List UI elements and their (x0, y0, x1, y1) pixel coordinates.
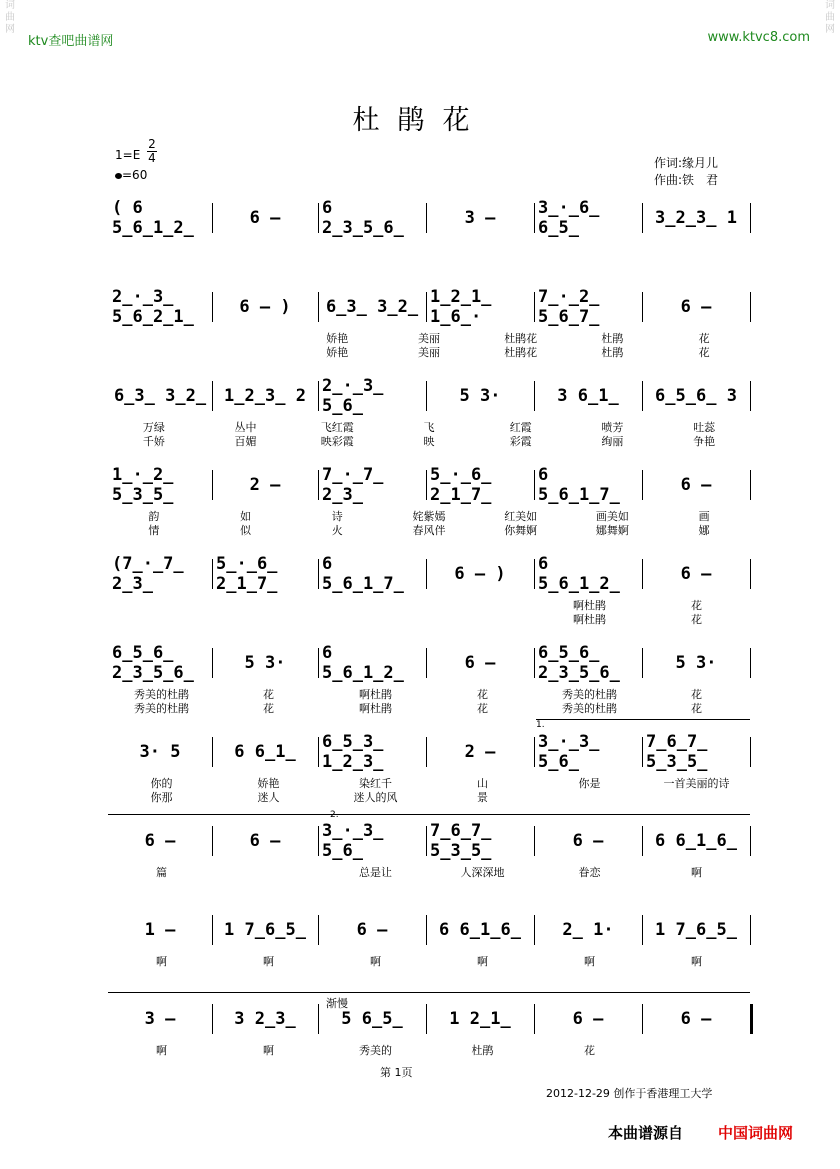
lyric-segment: 你舞婀 (504, 524, 538, 537)
measure: 5 3· (244, 653, 286, 673)
lyric-line (108, 955, 750, 969)
measure: 3 – (144, 1009, 176, 1029)
barline (750, 381, 751, 411)
measure: 6 5̲6̲1̲2̲ (322, 643, 404, 683)
measure: 2̲ 1· (562, 920, 614, 940)
lyric-segment: 花 (691, 599, 702, 612)
lyric-segment: 喷芳 (601, 421, 624, 434)
volta-1-line (536, 719, 750, 720)
lyric-segment: 火 (331, 524, 343, 537)
lyric-segment (108, 332, 200, 346)
measure: 6̲5̲6̲ 2̲3̲5̲6̲ (538, 643, 620, 683)
lyric-line (108, 524, 750, 538)
barline (318, 648, 319, 678)
lyric-segment (215, 866, 322, 880)
lyric-segment: 争艳 (693, 435, 716, 448)
lyric-segment (429, 613, 536, 627)
measure: 3 6̲1̲ (557, 386, 619, 406)
lyric-segment (108, 599, 215, 613)
measure: 6 – (464, 653, 496, 673)
barline (534, 737, 535, 767)
measure: 7̲·̲2̲ 5̲6̲7̲ (538, 287, 600, 327)
lyric-line (108, 1044, 750, 1058)
measure: 6 – ) (239, 297, 291, 317)
lyric-segment: 韵 (148, 510, 160, 523)
lyric-segment: 迷人 (257, 791, 280, 804)
key-signature: 1=E (115, 148, 141, 162)
lyric-segment (215, 599, 322, 613)
lyric-segment: 啊 (263, 1044, 274, 1057)
measure: 6 – (680, 475, 712, 495)
barline (642, 381, 643, 411)
watermark-right (824, 0, 836, 1169)
barline (318, 203, 319, 233)
lyric-segment: 啊 (156, 1044, 167, 1057)
measure: 6 – (680, 564, 712, 584)
lyric-segment (643, 791, 750, 805)
measure: 6 6̲1̲6̲ (439, 920, 521, 940)
lyric-segment: 杜鹃 (471, 1044, 494, 1057)
lyric-segment: 花 (691, 613, 702, 626)
header-left-site[interactable]: ktv查吧曲谱网 (28, 34, 114, 49)
barline (212, 826, 213, 856)
volta-1-label: 1. (536, 720, 545, 730)
lyric-segment: 篇 (156, 866, 167, 879)
barline (212, 1004, 213, 1034)
score-system (108, 376, 750, 461)
measure: 6 5̲6̲1̲7̲ (538, 465, 620, 505)
measure: 7̲·̲7̲ 2̲3̲ (322, 465, 384, 505)
lyric-segment: 万绿 (142, 421, 165, 434)
lyric-segment: 飞 (423, 421, 435, 434)
lyric-segment: 一首美丽的诗 (663, 777, 730, 790)
measure: 6 5̲6̲1̲2̲ (538, 554, 620, 594)
barline (426, 292, 427, 322)
lyric-segment: 娜 (698, 524, 710, 537)
lyric-segment: 飞红霞 (320, 421, 354, 434)
lyric-segment: 迷人的风 (353, 791, 398, 804)
page-number: 第 1页 (380, 1066, 413, 1079)
watermark-text: 词曲网 (5, 0, 15, 35)
barline (534, 648, 535, 678)
lyric-segment: 啊 (156, 955, 167, 968)
lyric-segment: 景 (477, 791, 488, 804)
measure: 6 – (680, 1009, 712, 1029)
measure: 6̲5̲3̲ 1̲2̲3̲ (322, 732, 384, 772)
barline (212, 737, 213, 767)
lyric-segment: 秀美的杜鹃 (562, 688, 617, 701)
barline (750, 470, 751, 500)
measure: 7̲6̲7̲ 5̲3̲5̲ (646, 732, 708, 772)
score-system (108, 287, 750, 372)
lyric-segment: 花 (477, 688, 488, 701)
barline (642, 292, 643, 322)
barline (426, 737, 427, 767)
lyric-segment: 眷恋 (578, 866, 601, 879)
watermark-text: 词曲网 (825, 0, 835, 35)
barline (534, 203, 535, 233)
measure: 6 – ) (454, 564, 506, 584)
lyric-segment: 画美如 (595, 510, 629, 523)
lyric-line (108, 613, 750, 627)
lyric-segment (643, 1044, 750, 1058)
lyric-segment: 秀美的 (359, 1044, 392, 1057)
measure: 1 – (144, 920, 176, 940)
lyric-segment: 花 (691, 702, 702, 715)
lyric-segment: 如 (240, 510, 252, 523)
lyric-segment: 诗 (331, 510, 343, 523)
lyric-line (108, 866, 750, 880)
lyric-segment: 娇艳 (326, 332, 349, 345)
measure: 1 7̲6̲5̲ (655, 920, 737, 940)
measure: 3 – (464, 208, 496, 228)
measure: 6 – (249, 208, 281, 228)
lyric-segment: 娇艳 (326, 346, 349, 359)
lyric-segment: 美丽 (417, 346, 440, 359)
barline (426, 559, 427, 589)
barline (642, 826, 643, 856)
score-system (108, 821, 750, 906)
barline (426, 1004, 427, 1034)
notation-row (108, 554, 750, 594)
barline (318, 915, 319, 945)
notation-row (108, 376, 750, 416)
lyric-segment: 啊 (370, 955, 381, 968)
measure: 6 – (144, 831, 176, 851)
lyric-segment: 啊 (477, 955, 488, 968)
barline (318, 559, 319, 589)
measure: 6 – (572, 831, 604, 851)
lyric-segment: 花 (698, 346, 710, 359)
notation-row (108, 821, 750, 861)
lyric-line (108, 777, 750, 791)
lyric-segment: 啊 (263, 955, 274, 968)
notation-row (108, 198, 750, 238)
lyric-segment: 你的 (150, 777, 173, 790)
lyric-segment: 情 (148, 524, 160, 537)
lyric-segment: 啊杜鹃 (573, 599, 606, 612)
barline (750, 915, 751, 945)
barline (750, 1004, 753, 1034)
barline (534, 826, 535, 856)
lyric-line (108, 702, 750, 716)
measure: 2 – (464, 742, 496, 762)
score-system (108, 198, 750, 283)
lyric-segment (108, 613, 215, 627)
lyric-segment: 你是 (578, 777, 601, 790)
barline (534, 559, 535, 589)
measure: 6 6̲1̲ (234, 742, 296, 762)
measure: 6 – (356, 920, 388, 940)
lyric-segment: 似 (240, 524, 252, 537)
creation-note: 2012-12-29 创作于香港理工大学 (546, 1087, 713, 1100)
barline (750, 203, 751, 233)
lyric-segment: 杜鹃 (601, 346, 624, 359)
measure: 6 – (572, 1009, 604, 1029)
system-start-bar (108, 814, 750, 815)
measure: 1̲2̲3̲ 2 (224, 386, 306, 406)
measure: 3̲·̲3̲ 5̲6̲ (538, 732, 600, 772)
lyric-segment: 花 (263, 688, 274, 701)
lyric-line (108, 332, 750, 346)
lyric-segment: 杜鹃花 (504, 346, 538, 359)
measure: 1̲2̲1̲ 1̲6̲· (430, 287, 492, 327)
lyric-segment: 染红千 (359, 777, 392, 790)
lyric-segment (322, 613, 429, 627)
lyric-segment: 你那 (150, 791, 173, 804)
measure: 6 6̲1̲6̲ (655, 831, 737, 851)
measure: 6 2̲3̲5̲6̲ (322, 198, 404, 238)
barline (212, 648, 213, 678)
lyric-segment: 花 (584, 1044, 595, 1057)
lyric-segment (200, 346, 292, 360)
lyricist-credit: 作词:缘月儿 (654, 156, 719, 170)
measure: 3̲·̲6̲ 6̲5̲ (538, 198, 600, 238)
lyric-segment: 彩霞 (509, 435, 532, 448)
measure: 5̲·̲6̲ 2̲1̲7̲ (216, 554, 278, 594)
barline (750, 737, 751, 767)
lyric-segment: 啊 (584, 955, 595, 968)
watermark-left (4, 0, 16, 1169)
barline (642, 737, 643, 767)
lyric-segment: 秀美的杜鹃 (134, 688, 189, 701)
lyric-segment: 啊杜鹃 (359, 702, 392, 715)
lyric-segment: 丛中 (234, 421, 257, 434)
lyric-segment: 姹紫嫣 (412, 510, 446, 523)
time-numerator: 2 (148, 137, 156, 151)
lyric-segment: 花 (691, 688, 702, 701)
lyric-segment: 人深深地 (460, 866, 505, 879)
score-system (108, 732, 750, 817)
lyric-segment: 春风伴 (412, 524, 446, 537)
lyric-line (108, 791, 750, 805)
barline (534, 1004, 535, 1034)
lyric-segment: 总是让 (359, 866, 392, 879)
score-system (108, 554, 750, 639)
barline (318, 1004, 319, 1034)
barline (318, 381, 319, 411)
measure: 6 – (249, 831, 281, 851)
lyric-segment (200, 332, 292, 346)
barline (750, 826, 751, 856)
barline (318, 826, 319, 856)
time-denominator: 4 (148, 151, 156, 165)
measure: ( 6 5̲6̲1̲2̲ (112, 198, 194, 238)
barline (750, 559, 751, 589)
score-system (108, 1004, 750, 1084)
lyric-segment: 秀美的杜鹃 (134, 702, 189, 715)
lyric-segment: 百媚 (234, 435, 257, 448)
notation-row (108, 643, 750, 683)
measure: 2̲·̲3̲ 5̲6̲2̲1̲ (112, 287, 194, 327)
lyric-segment: 杜鹃 (601, 332, 624, 345)
measure: 2 – (249, 475, 281, 495)
measure: 6 – (680, 297, 712, 317)
lyric-segment: 啊杜鹃 (359, 688, 392, 701)
lyric-segment: 山 (477, 777, 488, 790)
lyric-segment: 吐蕊 (693, 421, 716, 434)
lyric-line (108, 421, 750, 435)
header-right-site[interactable]: www.ktvc8.com (707, 30, 810, 45)
lyric-segment: 映彩霞 (320, 435, 354, 448)
lyric-segment: 秀美的杜鹃 (562, 702, 617, 715)
measure: 3̲2̲3̲ 1 (655, 208, 737, 228)
lyric-line (108, 510, 750, 524)
notation-row (108, 465, 750, 505)
lyric-segment: 美丽 (417, 332, 440, 345)
measure: 1 2̲1̲ (449, 1009, 511, 1029)
lyric-segment: 娜舞婀 (595, 524, 629, 537)
barline (534, 915, 535, 945)
notation-row (108, 1004, 750, 1034)
tempo-value: =60 (122, 168, 148, 182)
lyric-segment: 红霞 (509, 421, 532, 434)
measure: 6̲3̲ 3̲2̲ (113, 386, 207, 406)
lyric-segment (322, 599, 429, 613)
lyric-line (108, 435, 750, 449)
ritardando-mark: 渐慢 (326, 997, 348, 1010)
score-system (108, 643, 750, 728)
lyric-segment (108, 346, 200, 360)
barline (642, 203, 643, 233)
barline (212, 559, 213, 589)
composer-credit: 作曲:铁 君 (654, 173, 719, 187)
lyric-segment: 啊杜鹃 (573, 613, 606, 626)
lyric-segment: 啊 (691, 955, 702, 968)
measure: 5 3· (675, 653, 717, 673)
barline (426, 470, 427, 500)
score-system (108, 465, 750, 550)
barline (750, 292, 751, 322)
lyric-segment: 画 (698, 510, 710, 523)
lyric-segment (536, 791, 643, 805)
notation-row (108, 287, 750, 327)
lyric-segment: 红美如 (504, 510, 538, 523)
barline (426, 381, 427, 411)
measure: 1 7̲6̲5̲ (224, 920, 306, 940)
system-start-bar (108, 992, 750, 993)
barline (534, 470, 535, 500)
measure: 5 6̲5̲ (341, 1009, 403, 1029)
measure: 3 2̲3̲ (234, 1009, 296, 1029)
measure: 5 3· (459, 386, 501, 406)
measure: 6̲5̲6̲ 2̲3̲5̲6̲ (112, 643, 194, 683)
barline (642, 470, 643, 500)
song-title: 杜鹃花 (352, 105, 488, 136)
lyric-segment (215, 613, 322, 627)
measure: 6 5̲6̲1̲7̲ (322, 554, 404, 594)
barline (212, 381, 213, 411)
measure: 6̲3̲ 3̲2̲ (325, 297, 419, 317)
lyric-line (108, 688, 750, 702)
barline (212, 915, 213, 945)
barline (750, 648, 751, 678)
barline (212, 292, 213, 322)
measure: (7̲·̲7̲ 2̲3̲ (112, 554, 184, 594)
time-signature (147, 138, 157, 165)
barline (642, 915, 643, 945)
measure: 5̲·̲6̲ 2̲1̲7̲ (430, 465, 492, 505)
barline (212, 203, 213, 233)
barline (426, 648, 427, 678)
lyric-segment: 千娇 (142, 435, 165, 448)
lyric-segment: 绚丽 (601, 435, 624, 448)
measure: 3̲·̲3̲ 5̲6̲ (322, 821, 384, 861)
lyric-segment: 花 (698, 332, 710, 345)
lyric-segment: 花 (263, 702, 274, 715)
barline (318, 470, 319, 500)
lyric-segment: 啊 (691, 866, 702, 879)
barline (426, 826, 427, 856)
barline (318, 292, 319, 322)
notation-row (108, 915, 750, 945)
barline (642, 559, 643, 589)
barline (426, 203, 427, 233)
footer-brand[interactable]: 中国词曲网 (718, 1124, 794, 1142)
lyric-segment: 映 (423, 435, 435, 448)
barline (212, 470, 213, 500)
measure: 7̲6̲7̲ 5̲3̲5̲ (430, 821, 492, 861)
lyric-line (108, 346, 750, 360)
lyric-segment: 花 (477, 702, 488, 715)
footer-source: 本曲谱源自 (608, 1124, 684, 1142)
barline (318, 737, 319, 767)
barline (534, 381, 535, 411)
lyric-segment: 杜鹃花 (504, 332, 538, 345)
quarter-note-icon (115, 173, 122, 179)
measure: 3· 5 (139, 742, 181, 762)
lyric-segment: 娇艳 (257, 777, 280, 790)
tempo-marking (115, 168, 147, 182)
lyric-segment (429, 599, 536, 613)
measure: 1̲·̲2̲ 5̲3̲5̲ (112, 465, 174, 505)
measure: 2̲·̲3̲ 5̲6̲ (322, 376, 384, 416)
score-system (108, 915, 750, 995)
barline (642, 648, 643, 678)
barline (534, 292, 535, 322)
lyric-line (108, 599, 750, 613)
barline (426, 915, 427, 945)
measure: 6̲5̲6̲ 3 (655, 386, 737, 406)
notation-row (108, 732, 750, 772)
volta-2-label: 2. (330, 810, 339, 820)
barline (642, 1004, 643, 1034)
